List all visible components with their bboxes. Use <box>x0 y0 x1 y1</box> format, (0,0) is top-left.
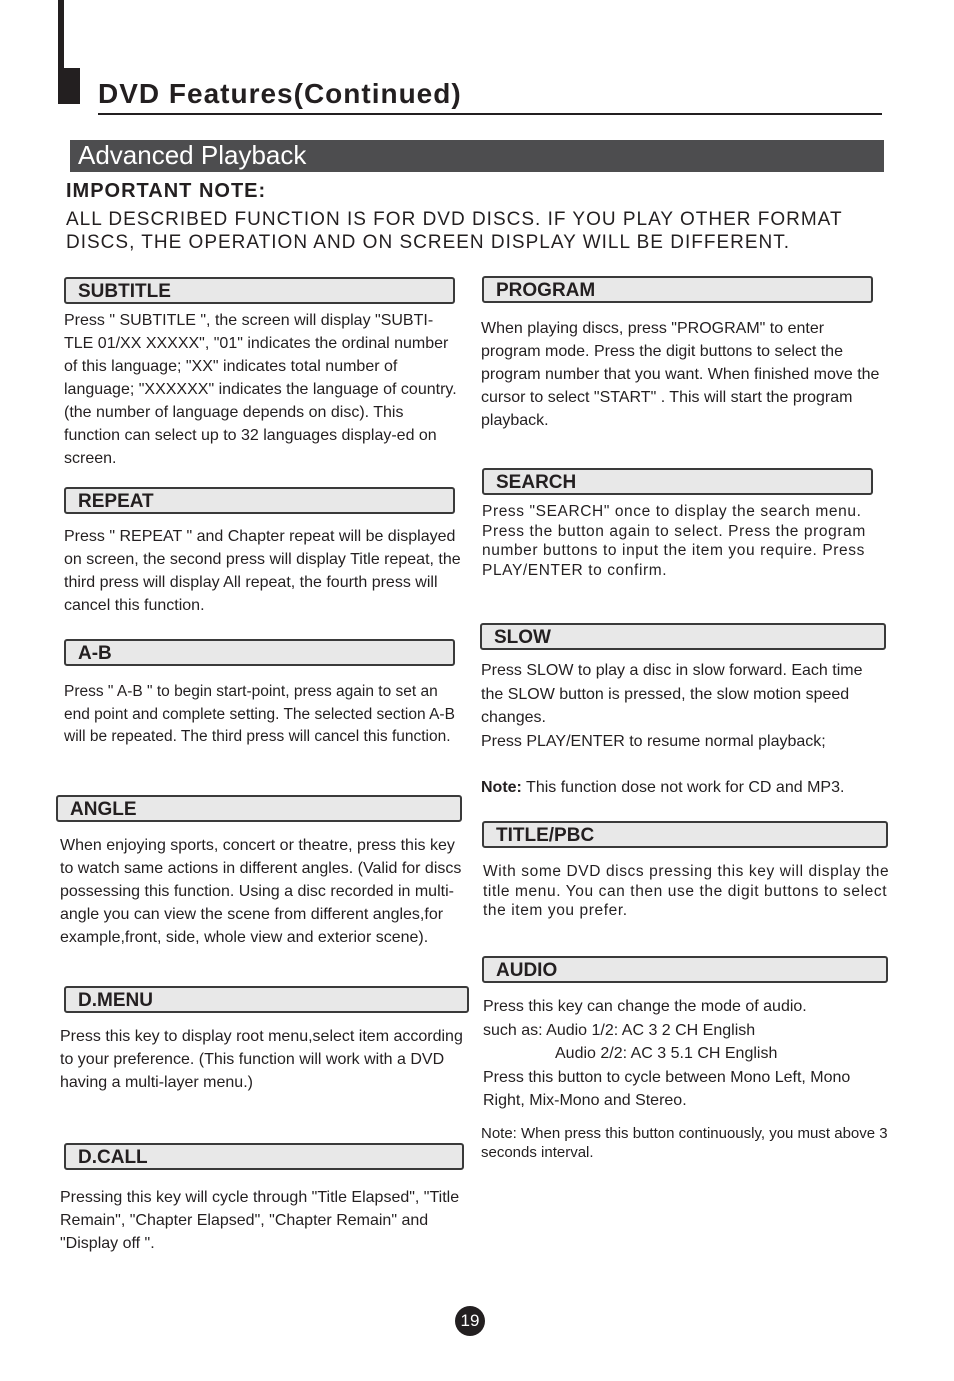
dmenu-text <box>60 1025 474 1094</box>
audio-note-text: Note: When press this button continuously, you must above 3 seconds interval. <box>481 1125 888 1161</box>
subtitle-paragraph: Press " SUBTITLE ", the screen will display "SUBTI-TLE 01/XX XXXXX", "01" indicates the ordinal number of this language; "XX" indicates total number of language; "XXXXXX" indicates the language of country. (the number of language depends on disc). This function can select up to 32 languages display-ed on screen. <box>64 312 457 467</box>
ab-paragraph: Press " A-B " to begin start-point, press again to set an end point and complete setting. The selected section A-B will be repeated. The third press will cancel this function. <box>64 683 455 745</box>
audio-text <box>483 995 893 1113</box>
decorative-block <box>58 68 80 104</box>
dcall-header <box>64 1143 464 1170</box>
titlepbc-header <box>482 821 888 848</box>
dmenu-label: D.MENU <box>78 990 153 1011</box>
slow-text <box>481 659 881 800</box>
program-text <box>481 317 885 432</box>
slow-resume-text: Press PLAY/ENTER to resume normal playback; <box>481 732 826 750</box>
angle-label: ANGLE <box>70 799 137 820</box>
search-header <box>482 468 873 495</box>
section-title: Advanced Playback <box>78 140 307 170</box>
audio-header <box>482 956 888 983</box>
search-paragraph: Press "SEARCH" once to display the search menu. Press the button again to select. Press the program number buttons to input the item you require. Press PLAY/ENTER to confirm. <box>482 503 866 579</box>
slow-label: SLOW <box>494 627 551 648</box>
search-text <box>482 502 878 580</box>
ab-label: A-B <box>78 643 112 664</box>
repeat-text <box>64 525 462 617</box>
dmenu-header <box>64 986 469 1013</box>
slow-note-label: Note: <box>481 779 522 796</box>
subtitle-header <box>64 277 455 304</box>
subtitle-text <box>64 309 462 470</box>
angle-text <box>60 834 472 949</box>
program-paragraph: When playing discs, press "PROGRAM" to enter program mode. Press the digit buttons to select the program number that you want. When finished move the cursor to select "START" . This will start the program playback. <box>481 320 880 429</box>
angle-header <box>56 795 462 822</box>
dcall-label: D.CALL <box>78 1147 148 1168</box>
audio-label: AUDIO <box>496 960 558 981</box>
audio-line-2: such as: Audio 1/2: AC 3 2 CH English <box>483 1021 756 1039</box>
audio-line-4: Press this button to cycle between Mono Left, Mono Right, Mix-Mono and Stereo. <box>483 1068 851 1109</box>
repeat-header <box>64 487 455 514</box>
slow-note-text: This function dose not work for CD and MP3. <box>521 779 845 796</box>
audio-note <box>481 1124 891 1162</box>
titlepbc-paragraph: With some DVD discs pressing this key will display the title menu. You can then use the digit buttons to select the item you prefer. <box>483 863 890 919</box>
program-label: PROGRAM <box>496 280 596 301</box>
program-header <box>482 276 873 303</box>
repeat-label: REPEAT <box>78 491 154 512</box>
titlepbc-label: TITLE/PBC <box>496 825 595 846</box>
repeat-paragraph: Press " REPEAT " and Chapter repeat will be displayed on screen, the second press will display Title repeat, the third press will display All repeat, the fourth press will cancel this function. <box>64 528 461 614</box>
slow-header <box>480 623 886 650</box>
search-label: SEARCH <box>496 472 577 493</box>
subtitle-label: SUBTITLE <box>78 281 171 302</box>
slow-paragraph: Press SLOW to play a disc in slow forward. Each time the SLOW button is pressed, the slow motion speed changes. <box>481 662 863 726</box>
page-title: DVD Features(Continued) <box>98 78 462 109</box>
angle-paragraph: When enjoying sports, concert or theatre, press this key to watch same actions in different angles. (Valid for discs possessing this function. Using a disc recorded in multi-angle you can view the scene from different angles,for example,front, side, whole view and exterior scene). <box>60 837 462 946</box>
audio-line-3: Audio 2/2: AC 3 5.1 CH English <box>555 1045 778 1062</box>
slow-note <box>481 776 881 800</box>
title-rule <box>98 113 882 115</box>
important-note-text: ALL DESCRIBED FUNCTION IS FOR DVD DISCS. IF YOU PLAY OTHER FORMAT DISCS, THE OPERATION AND ON SCREEN DISPLAY WILL BE DIFFERENT. <box>66 209 843 253</box>
dcall-paragraph: Pressing this key will cycle through "Title Elapsed", "Title Remain", "Chapter Elapsed", "Chapter Remain" and "Display off ". <box>60 1189 460 1252</box>
titlepbc-text <box>483 862 907 921</box>
ab-text <box>64 681 458 749</box>
page-number: 19 <box>455 1306 485 1336</box>
important-note-heading: IMPORTANT NOTE: <box>66 180 267 202</box>
section-banner <box>70 140 884 172</box>
audio-line-1: Press this key can change the mode of audio. <box>483 998 807 1015</box>
dmenu-paragraph: Press this key to display root menu,select item according to your preference. (This function will work with a DVD having a multi-layer menu.) <box>60 1028 463 1091</box>
ab-header <box>64 639 455 666</box>
dcall-text <box>60 1186 474 1255</box>
